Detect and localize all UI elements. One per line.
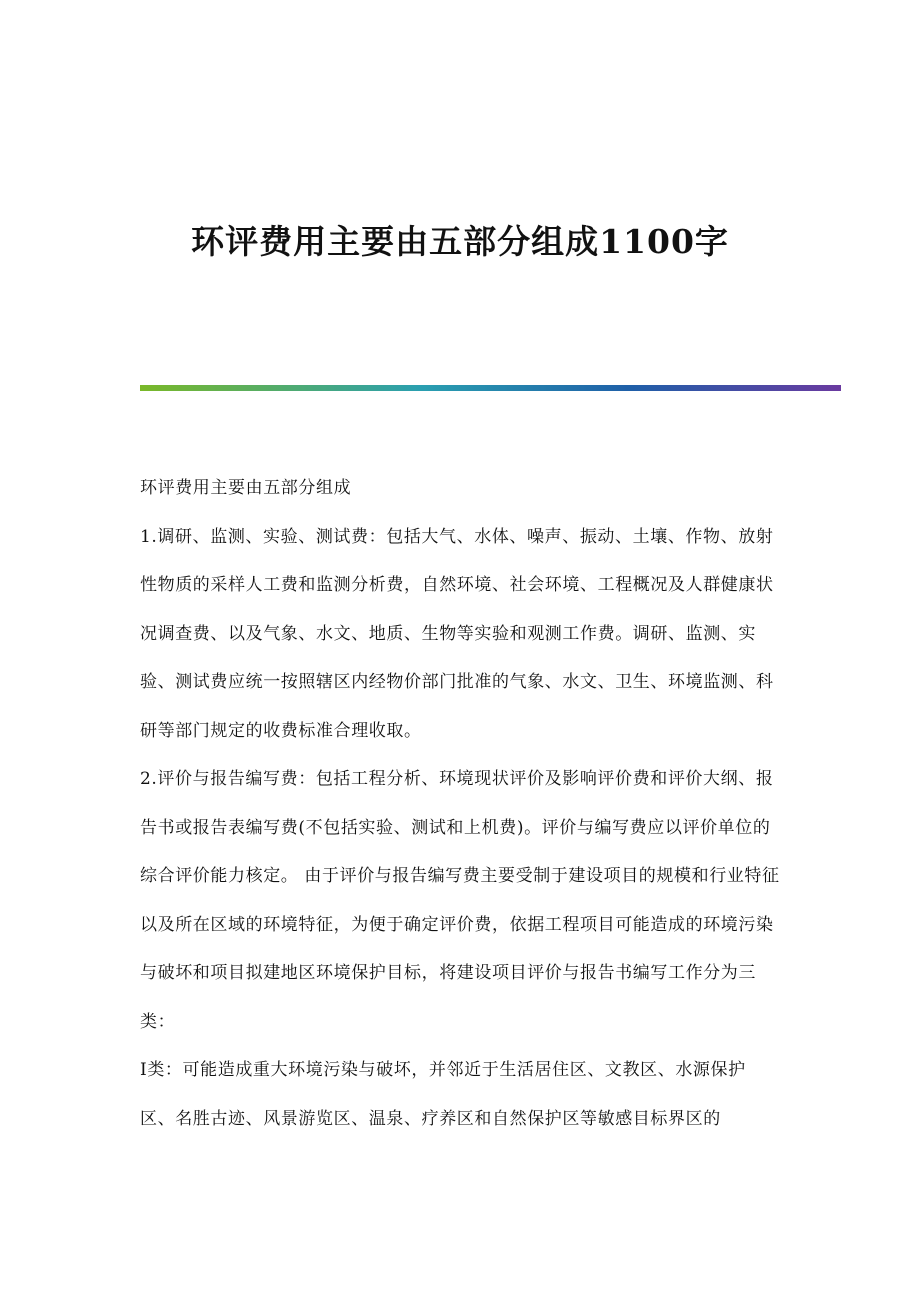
paragraph-heading: 环评费用主要由五部分组成 (140, 478, 352, 498)
document-body (140, 464, 780, 1143)
paragraph-item-1: 1.调研、监测、实验、测试费：包括大气、水体、噪声、振动、土壤、作物、放射性物质的采样人工费和监测分析费，自然环境、社会环境、工程概况及人群健康状况调查费、以及气象、水文、地质、生物等实验和观测工作费。调研、监测、实验、测试费应统一按照辖区内经物价部门批准的气象、水文、卫生、环境监测、科研等部门规定的收费标准合理收取。 (140, 526, 774, 741)
title-divider (140, 385, 841, 391)
paragraph-item-2: 2.评价与报告编写费：包括工程分析、环境现状评价及影响评价费和评价大纲、报告书或报告表编写费(不包括实验、测试和上机费)。评价与编写费应以评价单位的综合评价能力核定。 由于评价与报告编写费主要受制于建设项目的规模和行业特征以及所在区域的环境特征，为便于确定评价费，依据工程项目可能造成的环境污染与破坏和项目拟建地区环境保护目标，将建设项目评价与报告书编写工作分为三类： (140, 769, 780, 1032)
document-title: 环评费用主要由五部分组成1100字 (191, 222, 729, 261)
paragraph-item-3: Ⅰ类：可能造成重大环境污染与破坏，并邻近于生活居住区、文教区、水源保护区、名胜古迹、风景游览区、温泉、疗养区和自然保护区等敏感目标界区的 (140, 1060, 746, 1129)
